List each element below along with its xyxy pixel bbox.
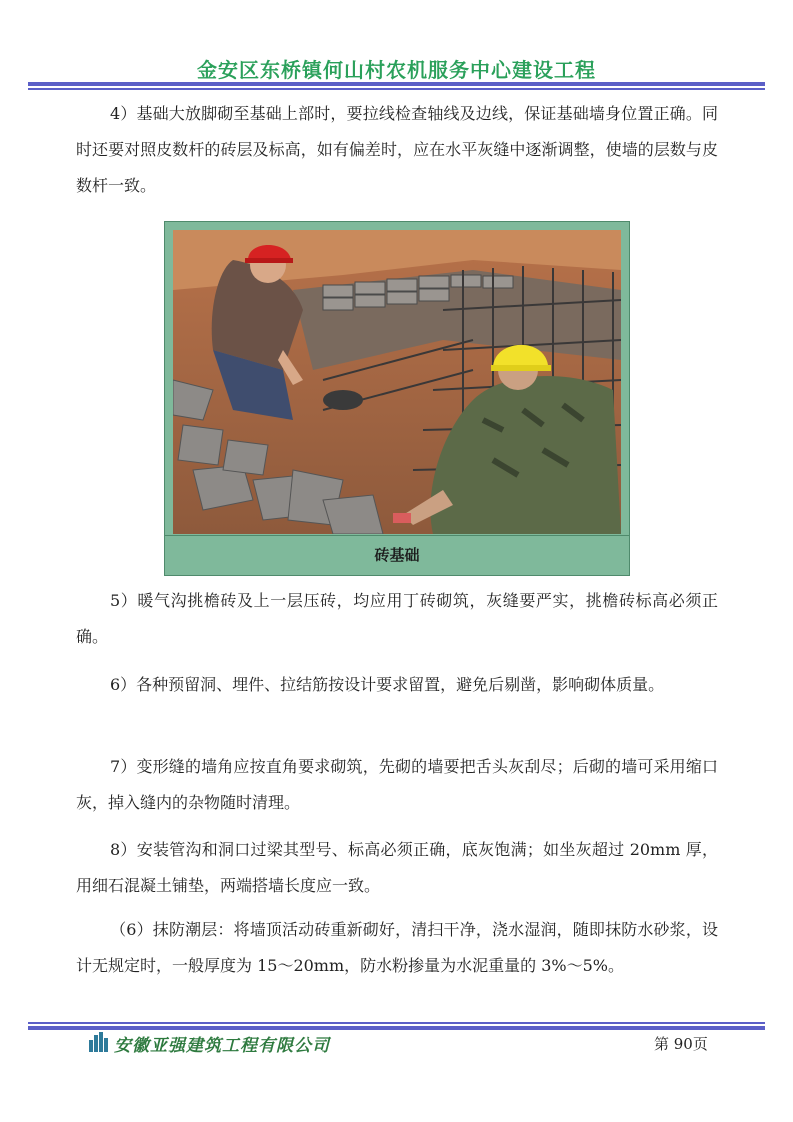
footer-rule-thin bbox=[28, 1022, 765, 1024]
figure-caption: 砖基础 bbox=[374, 546, 420, 564]
footer-company-name: 安徽亚强建筑工程有限公司 bbox=[114, 1036, 330, 1056]
paragraph-moisture-proof: （6）抹防潮层：将墙顶活动砖重新砌好，清扫干净，浇水湿润，随即抹防水砂浆，设计无规定时，一般厚度为 15～20mm，防水粉掺量为水泥重量的 3%～5%。 bbox=[76, 920, 718, 975]
footer-rule-thick bbox=[28, 1026, 765, 1030]
header-rule-thin bbox=[28, 88, 765, 90]
page-number: 第 90页 bbox=[654, 1035, 708, 1053]
figure-brick-foundation bbox=[164, 221, 630, 576]
caption-divider bbox=[165, 535, 629, 536]
company-logo-icon bbox=[88, 1032, 110, 1052]
construction-photo bbox=[173, 230, 621, 534]
paragraph-6: 6）各种预留洞、埋件、拉结筋按设计要求留置，避免后剔凿，影响砌体质量。 bbox=[110, 675, 665, 694]
paragraph-5: 5）暖气沟挑檐砖及上一层压砖，均应用丁砖砌筑，灰缝要严实，挑檐砖标高必须正确。 bbox=[76, 591, 718, 646]
paragraph-8: 8）安装管沟和洞口过梁其型号、标高必须正确，底灰饱满；如坐灰超过 20mm 厚，用细石混凝土铺垫，两端搭墙长度应一致。 bbox=[76, 840, 718, 895]
header-rule-thick bbox=[28, 82, 765, 86]
paragraph-7: 7）变形缝的墙角应按直角要求砌筑，先砌的墙要把舌头灰刮尽；后砌的墙可采用缩口灰，掉入缝内的杂物随时清理。 bbox=[76, 757, 718, 812]
document-header-title: 金安区东桥镇何山村农机服务中心建设工程 bbox=[197, 58, 596, 82]
paragraph-4: 4）基础大放脚砌至基础上部时，要拉线检查轴线及边线，保证基础墙身位置正确。同时还要对照皮数杆的砖层及标高，如有偏差时，应在水平灰缝中逐渐调整，使墙的层数与皮数杆一致。 bbox=[76, 104, 718, 195]
